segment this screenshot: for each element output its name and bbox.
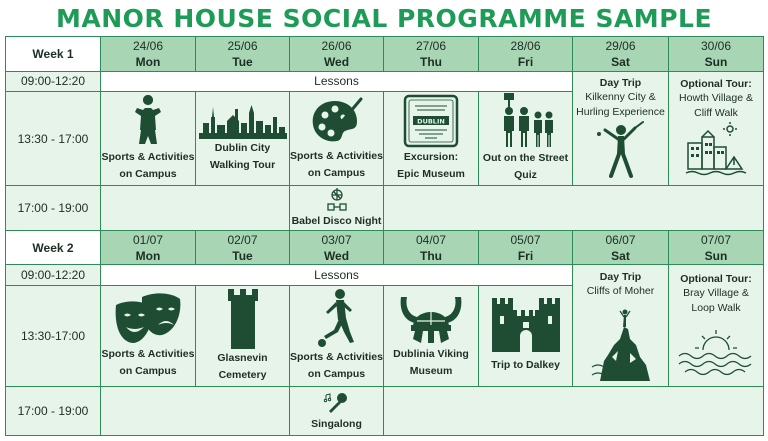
- optional-tour-cell: Optional Tour: Howth Village & Cliff Walk: [669, 71, 764, 186]
- activity-cell: Sports & Activities on Campus: [101, 285, 196, 387]
- day-header: 30/06 Sun: [669, 37, 764, 72]
- time-slot: 09:00-12:20: [6, 71, 101, 91]
- week2-evening-row: [6, 387, 764, 436]
- time-slot: 17:00 - 19:00: [6, 387, 101, 436]
- disco-icon: [325, 188, 349, 212]
- volleyball-player-icon: [123, 94, 173, 148]
- activity-cell: Out on the Street Quiz: [479, 91, 573, 185]
- week1-morning-row: [6, 71, 764, 91]
- activity-cell: Dublin City Walking Tour: [196, 91, 290, 185]
- empty-cell: [101, 387, 290, 436]
- empty-cell: [384, 387, 764, 436]
- week1-evening-row: [6, 186, 764, 231]
- activity-cell: Sports & Activities on Campus: [101, 91, 196, 185]
- day-trip-cell: Day Trip Cliffs of Moher: [573, 265, 669, 387]
- page-title: MANOR HOUSE SOCIAL PROGRAMME SAMPLE: [55, 4, 713, 33]
- time-slot: 13:30-17:00: [6, 285, 101, 387]
- evening-activity-cell: Babel Disco Night: [290, 186, 384, 231]
- day-header: 28/06 Fri: [479, 37, 573, 72]
- activity-cell: DUBLIN Excursion: Epic Museum: [384, 91, 479, 185]
- activity-cell: Glasnevin Cemetery: [196, 285, 290, 387]
- day-header: 03/07 Wed: [290, 230, 384, 265]
- sun-sea-icon: [675, 326, 757, 378]
- svg-text:DUBLIN: DUBLIN: [417, 117, 445, 126]
- activity-cell: Sports & Activities on Campus: [290, 91, 384, 185]
- schedule-table: [5, 36, 764, 436]
- time-slot: 17:00 - 19:00: [6, 186, 101, 231]
- cliffs-icon: [590, 305, 652, 381]
- activity-cell: Sports & Activities on Campus: [290, 285, 384, 387]
- lessons-cell: Lessons: [101, 71, 573, 91]
- street-people-icon: [496, 93, 556, 149]
- empty-cell: [384, 186, 764, 231]
- activity-cell: Trip to Dalkey: [479, 285, 573, 387]
- day-header: 07/07 Sun: [669, 230, 764, 265]
- week2-label: Week 2: [6, 230, 101, 265]
- day-header: 29/06 Sat: [573, 37, 669, 72]
- hurling-player-icon: [591, 120, 651, 180]
- empty-cell: [101, 186, 290, 231]
- day-trip-cell: Day Trip Kilkenny City & Hurling Experience: [573, 71, 669, 186]
- dublin-skyline-icon: [199, 103, 287, 139]
- harbour-village-icon: [684, 121, 748, 179]
- day-header: 27/06 Thu: [384, 37, 479, 72]
- day-header: 24/06 Mon: [101, 37, 196, 72]
- activity-cell: Dublinia Viking Museum: [384, 285, 479, 387]
- football-player-icon: [316, 288, 358, 348]
- day-header: 05/07 Fri: [479, 230, 573, 265]
- round-tower-icon: [226, 287, 260, 349]
- day-header: 26/06 Wed: [290, 37, 384, 72]
- paint-palette-icon: [309, 95, 365, 147]
- day-header: 25/06 Tue: [196, 37, 290, 72]
- day-header: 04/07 Thu: [384, 230, 479, 265]
- evening-activity-cell: Singalong: [290, 387, 384, 436]
- week2-header-row: [6, 230, 764, 265]
- day-header: 06/07 Sat: [573, 230, 669, 265]
- time-slot: 09:00-12:20: [6, 265, 101, 285]
- lessons-cell: Lessons: [101, 265, 573, 285]
- week1-label: Week 1: [6, 37, 101, 72]
- theatre-masks-icon: [112, 291, 184, 345]
- optional-tour-cell: Optional Tour: Bray Village & Loop Walk: [669, 265, 764, 387]
- day-header: 01/07 Mon: [101, 230, 196, 265]
- microphone-icon: [323, 391, 351, 415]
- time-slot: 13:30 - 17:00: [6, 91, 101, 185]
- day-header: 02/07 Tue: [196, 230, 290, 265]
- castle-icon: [490, 296, 562, 352]
- passport-stamp-icon: [401, 94, 461, 148]
- viking-helmet-icon: [395, 291, 467, 345]
- week1-header-row: [6, 37, 764, 72]
- week2-morning-row: [6, 265, 764, 285]
